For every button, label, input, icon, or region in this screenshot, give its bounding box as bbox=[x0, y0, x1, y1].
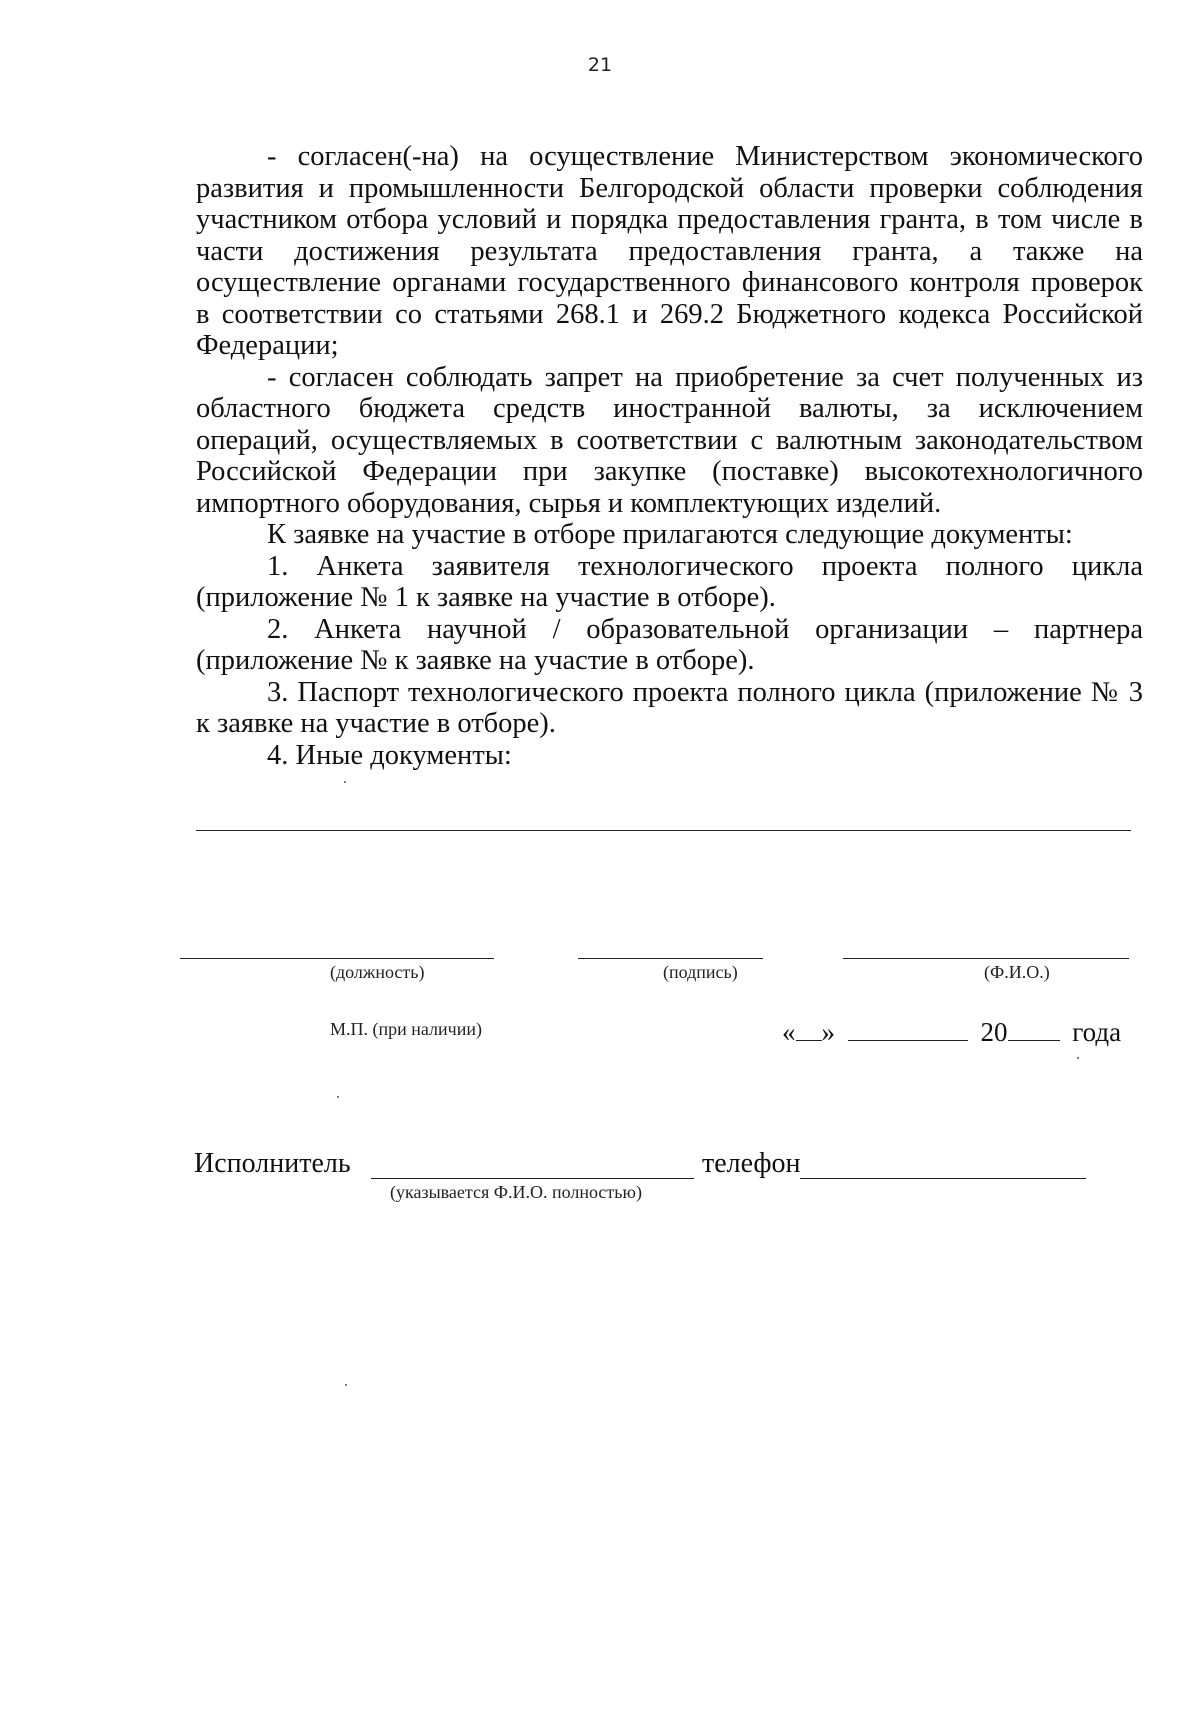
list-item-attachment-1: 1. Анкета заявителя технологического проекта полного цикла (приложение № 1 к заявке на участие в отборе). bbox=[196, 550, 1143, 613]
scan-speck bbox=[344, 781, 346, 783]
paragraph-currency-ban: - согласен соблюдать запрет на приобретение за счет полученных из областного бюджета средств иностранной валюты, за исключением операций, осуществляемых в соответствии с валютным законодательством Российской Федерации при закупке (поставке) высокотехнологичного импортного оборудования, сырья и комплектующих изделий. bbox=[196, 361, 1143, 519]
date-day-field[interactable] bbox=[796, 1039, 822, 1041]
name-label: (Ф.И.О.) bbox=[984, 962, 1050, 982]
phone-label: телефон bbox=[702, 1148, 801, 1179]
paragraph-consent-inspection: - согласен(-на) на осуществление Министерством экономического развития и промышленности Белгородской области проверки соблюдения участником отбора условий и порядка предоставления гранта, в том числе в части достижения результата предоставления гранта, а также на осуществление органами государственного финансового контроля проверок в соответствии со статьями 268.1 и 269.2 Бюджетного кодекса Российской Федерации; bbox=[196, 141, 1143, 361]
list-item-attachment-2: 2. Анкета научной / образовательной организации – партнера (приложение № к заявке на участие в отборе). bbox=[196, 613, 1143, 676]
executor-label: Исполнитель bbox=[194, 1148, 351, 1179]
executor-name-line[interactable] bbox=[371, 1178, 694, 1179]
date-open-quote: « bbox=[782, 1017, 796, 1047]
phone-line[interactable] bbox=[800, 1178, 1086, 1179]
date-line bbox=[782, 1017, 1121, 1048]
executor-hint: (указывается Ф.И.О. полностью) bbox=[390, 1182, 642, 1202]
date-close-quote: » bbox=[821, 1017, 835, 1047]
page-number: 21 bbox=[587, 54, 613, 76]
date-year-field[interactable] bbox=[1008, 1039, 1060, 1041]
date-year-prefix: 20 bbox=[980, 1017, 1008, 1047]
position-line[interactable] bbox=[180, 958, 494, 959]
date-month-field[interactable] bbox=[848, 1039, 968, 1041]
other-documents-line[interactable] bbox=[196, 830, 1131, 831]
stamp-label: М.П. (при наличии) bbox=[330, 1019, 482, 1039]
paragraph-attachments-intro: К заявке на участие в отборе прилагаются следующие документы: bbox=[267, 519, 1073, 550]
scan-speck bbox=[345, 1384, 347, 1386]
signature-label: (подпись) bbox=[663, 962, 738, 982]
list-item-attachment-3: 3. Паспорт технологического проекта полного цикла (приложение № 3 к заявке на участие в отборе). bbox=[196, 676, 1143, 739]
name-line[interactable] bbox=[843, 958, 1129, 959]
date-suffix: года bbox=[1072, 1017, 1122, 1047]
scan-speck bbox=[1077, 1057, 1079, 1059]
document-body bbox=[196, 141, 1143, 771]
scan-speck bbox=[337, 1096, 339, 1098]
position-label: (должность) bbox=[330, 962, 425, 982]
list-item-attachment-4: 4. Иные документы: bbox=[267, 739, 512, 771]
signature-line[interactable] bbox=[578, 958, 763, 959]
